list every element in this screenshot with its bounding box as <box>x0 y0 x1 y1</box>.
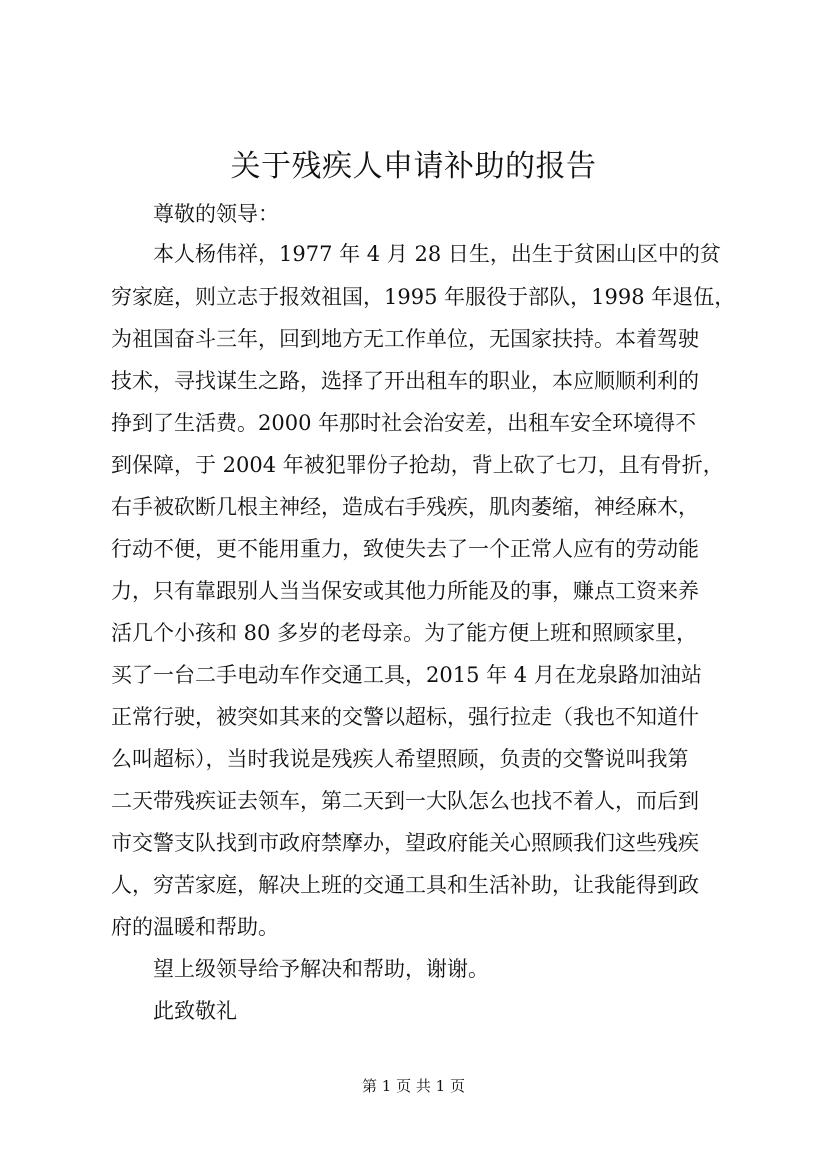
body-line-4: 技术，寻找谋生之路，选择了开出租车的职业，本应顺顺利利的 <box>111 369 699 393</box>
salutation: 尊敬的领导： <box>153 202 279 226</box>
body-line-12: 正常行驶，被突如其来的交警以超标，强行拉走（我也不知道什 <box>111 705 699 729</box>
body-line-11: 买了一台二手电动车作交通工具，2015 年 4 月在龙泉路加油站 <box>111 663 702 687</box>
page-footer: 第 1 页 共 1 页 <box>362 1077 465 1095</box>
body-line-8: 行动不便，更不能用重力，致使失去了一个正常人应有的劳动能 <box>111 537 699 561</box>
request-line: 望上级领导给予解决和帮助，谢谢。 <box>153 957 489 981</box>
body-line-16: 人，穷苦家庭，解决上班的交通工具和生活补助，让我能得到政 <box>111 873 699 897</box>
body-line-17: 府的温暖和帮助。 <box>111 915 279 939</box>
closing-line: 此致敬礼 <box>153 999 237 1023</box>
body-line-15: 市交警支队找到市政府禁摩办，望政府能关心照顾我们这些残疾 <box>111 831 699 855</box>
body-line-9: 力，只有靠跟别人当当保安或其他力所能及的事，赚点工资来养 <box>111 579 699 603</box>
body-line-2: 穷家庭，则立志于报效祖国，1995 年服役于部队，1998 年退伍， <box>111 285 736 309</box>
body-line-1: 本人杨伟祥，1977 年 4 月 28 日生，出生于贫困山区中的贫 <box>153 242 721 266</box>
body-line-5: 挣到了生活费。2000 年那时社会治安差，出租车安全环境得不 <box>111 411 697 435</box>
document-title: 关于残疾人申请补助的报告 <box>230 149 597 184</box>
body-line-13: 么叫超标），当时我说是残疾人希望照顾，负责的交警说叫我第 <box>111 747 689 771</box>
body-line-14: 二天带残疾证去领车，第二天到一大队怎么也找不着人，而后到 <box>111 789 699 813</box>
body-line-6: 到保障，于 2004 年被犯罪份子抢劫，背上砍了七刀，且有骨折， <box>111 453 724 477</box>
body-line-7: 右手被砍断几根主神经，造成右手残疾，肌肉萎缩，神经麻木， <box>111 495 699 519</box>
body-line-3: 为祖国奋斗三年，回到地方无工作单位，无国家扶持。本着驾驶 <box>111 327 699 351</box>
body-line-10: 活几个小孩和 80 多岁的老母亲。为了能方便上班和照顾家里， <box>111 621 698 645</box>
